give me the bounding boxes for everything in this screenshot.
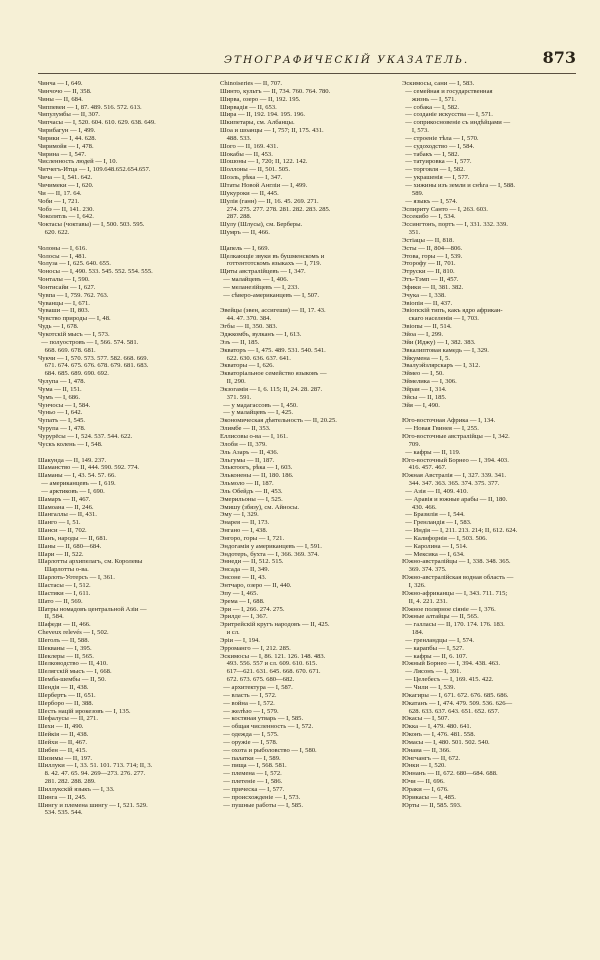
index-entry: — строеніе тѣла — I, 570. — [402, 134, 479, 142]
index-entry: Чурурёсы — I, 524. 537. 544. 622. — [38, 432, 133, 440]
index-entry: Эчука — I, 338. — [402, 291, 446, 299]
index-entry: Энтчаро, озеро — II, 440. — [220, 582, 292, 589]
index-entry: — меланезійцевъ — I, 233. — [220, 283, 300, 291]
index-entry: II, 4. 221. 231. — [402, 597, 448, 605]
index-entry: Эстіацы — II, 818. — [402, 236, 454, 244]
index-entry: 8. 42. 47. 65. 94. 269—273. 276. 277. — [38, 770, 146, 778]
index-entry: Шулія (ганн) — II, 16. 45. 269. 271. — [220, 197, 319, 205]
index-entry: Этова, горы — I, 539. — [402, 252, 463, 260]
index-entry: Юкатанъ — I, 474. 479. 509. 536. 626— — [402, 699, 513, 707]
index-entry: Шари — II, 522. — [38, 550, 84, 558]
index-entry: Чи — II, 17. 64. — [38, 189, 82, 197]
index-entry: — прическа — I, 577. — [220, 785, 285, 793]
section-gap — [220, 237, 390, 245]
index-entry: Численность людей — I, 10. — [38, 158, 118, 166]
index-entry: Шаманство — II, 444. 590. 592. 774. — [38, 464, 140, 472]
index-entry: Этруски — II, 810. — [402, 268, 455, 276]
index-entry: — созданіе искусства — I, 571. — [402, 111, 493, 119]
index-entry: Щиты австралійцевъ — I, 347. — [220, 268, 306, 276]
index-entry: Шарлотты архипелагъ, см. Королевы — [38, 558, 143, 566]
index-entry: Юкка — I, 479. 480. 641. — [402, 723, 472, 731]
index-entry: 534. 535. 544. — [38, 809, 83, 817]
index-entry: Ширвадія — II, 653. — [220, 103, 277, 111]
index-entry: Шакунда — II, 149. 237. — [38, 456, 107, 464]
index-entry: Эторофу — II, 701. — [402, 260, 456, 268]
index-entry: Шанго — I, 51. — [38, 519, 81, 527]
index-entry: Эвіопы — II, 514. — [402, 323, 452, 331]
index-entry: Эль Обейдъ — II, 453. — [220, 487, 283, 495]
index-entry: Элоби — II, 379. — [220, 440, 267, 448]
index-entry: Чинча — I, 649. — [38, 80, 83, 87]
index-entry: Шира — II, 192. 194. 195. 196. — [220, 111, 306, 119]
index-entry: Эйкумена — I, 5. — [402, 354, 451, 362]
index-entry: — полуостровъ — I, 566. 574. 581. — [38, 338, 139, 346]
index-entry: Шерборо — II, 388. — [38, 699, 94, 707]
index-entry: — судоходство — I, 584. — [402, 142, 475, 150]
index-entry: 622. 630. 636. 637. 641. — [220, 354, 291, 362]
index-entry: Шокабы — II, 453. — [220, 150, 273, 158]
index-entry: — Целебесъ — I, 169. 415. 422. — [402, 676, 494, 684]
index-entry: Чурупа — I, 478. — [38, 425, 86, 433]
index-entry: Чукчи — I, 570. 573. 577. 582. 668. 669. — [38, 354, 149, 362]
index-entry: Щапель — I, 669. — [220, 244, 270, 252]
page-number: 873 — [542, 48, 576, 67]
index-entry: Эйоа — I, 299. — [402, 331, 444, 338]
index-entry: Шейкія — II, 438. — [38, 731, 89, 739]
index-entry: Юконъ — I, 476. 481. 558. — [402, 731, 476, 739]
index-entry: — карапбы — I, 527. — [402, 644, 464, 652]
index-entry: Чича — I, 541. 642. — [38, 174, 93, 182]
index-entry: скаго населенія — I, 703. — [402, 315, 479, 323]
index-entry: — оружіе — I, 578. — [220, 738, 278, 746]
index-entry: Юраки — I, 676. — [402, 785, 449, 793]
index-entry: — Лясонъ — I, 391. — [402, 668, 462, 676]
section-gap — [220, 300, 390, 308]
index-entry: Чоктасы (чоктавы) — I, 500. 503. 595. — [38, 221, 145, 229]
index-entry: 416. 457. 467. — [402, 464, 447, 472]
section-gap — [402, 409, 572, 417]
index-entry: Ючи — II, 696. — [402, 778, 445, 786]
index-entry: Чоносы — I, 490. 533. 545. 552. 554. 555. — [38, 268, 153, 276]
index-entry: Южная Австралія — I, 327. 339. 341. — [402, 472, 507, 480]
index-entry: 684. 685. 689. 690. 692. — [38, 370, 109, 378]
index-entry: — кафры — II, 119. — [402, 448, 461, 456]
index-entry: Cheveux relevés — I, 502. — [38, 629, 109, 637]
index-entry: Эри — I, 266. 274. 275. — [220, 605, 285, 613]
index-entry: — Бразилія — I, 544. — [402, 511, 465, 519]
index-entry: Эрилде — I, 367. — [220, 613, 268, 621]
index-entry: 430. 466. — [402, 503, 437, 511]
index-entry: I, 326. — [402, 582, 426, 589]
index-entry: Еллисовы о-ва — I, 161. — [220, 432, 288, 440]
index-entry: Эджкомбъ, вулканъ — I, 613. — [220, 331, 302, 338]
index-entry: 351. — [402, 229, 421, 237]
index-entry: Чуванцы — I, 671. — [38, 299, 90, 307]
index-entry: Шафеди — II, 466. — [38, 621, 91, 629]
index-entry: Эндотеръ, бухта — I, 366. 369. 374. — [220, 550, 319, 558]
index-entry: Шефалусы — II, 271. — [38, 715, 98, 723]
index-entry: Эзъ — II, 185. — [220, 338, 260, 346]
index-entry: Чускъ колень — I, 548. — [38, 440, 103, 448]
index-entry: — кафры — II, 6. 107. — [402, 652, 468, 660]
index-entry: Шесть націй ирокезовъ — I, 135. — [38, 707, 131, 715]
index-entry: Эйя — I, 490. — [402, 401, 440, 409]
index-entry: Экваторіальное семейство языковъ — — [220, 370, 327, 378]
index-entry: — пища — I, 568. 581. — [220, 762, 287, 770]
index-entry: Эритрейскій кругъ народовъ — II, 425. — [220, 621, 330, 629]
index-entry: Шарлоть-Уотерсъ — I, 361. — [38, 574, 115, 582]
index-entry: — собака — I, 582. — [402, 103, 459, 111]
index-entry: — табакъ — I, 582. — [402, 150, 460, 158]
index-entry: Чонталы — I, 590. — [38, 276, 90, 284]
index-entry: 184. — [402, 629, 424, 637]
index-entry: Эрема — I, 688. — [220, 597, 265, 605]
index-entry: Эльмоло — II, 187. — [220, 480, 274, 488]
index-entry: Чиппевеи — I, 87. 489. 516. 572. 613. — [38, 103, 142, 111]
index-entry: Чупатъ — I, 545. — [38, 417, 86, 425]
index-entry: Чичимеки — I, 620. — [38, 181, 94, 189]
index-entry: Эвейцы (эвен, ассигеши) — II, 17. 43. — [220, 307, 326, 315]
index-entry: — хижины изъ земли и снѣга — I, 588. — [402, 181, 516, 189]
index-entry: — желѣзо — I, 579. — [220, 707, 279, 715]
index-entry: Чобэ — II, 141. 230. — [38, 205, 95, 213]
index-entry: Чонтисайи — I, 627. — [38, 283, 96, 291]
section-gap — [38, 449, 208, 457]
index-entry: 617—621. 631. 645. 668. 670. 671. — [220, 668, 321, 676]
index-entry: Читчегъ-Итца — I, 109.648.652.654.657. — [38, 166, 151, 174]
index-entry: Эмерильоны — I, 525. — [220, 495, 283, 503]
index-entry: Энгоро, горы — I, 721. — [220, 534, 285, 542]
index-entry: Эймелика — I, 306. — [402, 378, 457, 386]
index-entry: готтентотскомъ языкахъ — I, 719. — [220, 260, 322, 268]
index-entry: 672. 673. 675. 680—682. — [220, 676, 295, 684]
index-entry: Шендія — II, 438. — [38, 683, 89, 691]
index-entry: Эріи — I, 194. — [220, 636, 260, 644]
index-entry: Южно-африканцы — I, 343. 711. 715; — [402, 589, 508, 597]
index-entry: Экваторъ — I, 475. 489. 531. 540. 541. — [220, 346, 326, 354]
index-entry: Шемба-шембы — II, 50. — [38, 676, 107, 684]
index-entry: Чувство природы — I, 48. — [38, 315, 111, 323]
index-entry: Шекваны — I, 395. — [38, 644, 92, 652]
section-gap — [38, 237, 208, 245]
index-entry: — костяная утварь — I, 585. — [220, 715, 304, 723]
index-entry: — архитектура — I, 587. — [220, 683, 293, 691]
index-entry: Шарлотты о-ва. — [38, 566, 89, 574]
index-entry: 628. 633. 637. 643. 651. 652. 657. — [402, 707, 500, 715]
index-entry: — семейная и государственная — [402, 87, 493, 95]
index-entry: Южное полярное сіяніе — I, 376. — [402, 605, 496, 613]
index-entry: Юмасы — I, 480. 501. 502. 540. — [402, 738, 490, 746]
index-entry: Энсада — II, 349. — [220, 566, 270, 574]
index-entry: — Индія — I, 211. 213. 214; II, 612. 624. — [402, 527, 518, 535]
index-entry: Юго-восточные австралійцы — I, 342. — [402, 432, 510, 440]
index-entry: Шаны — II, 680—684. — [38, 542, 102, 550]
index-entry: жизнь — I, 571. — [402, 95, 457, 103]
index-column-2 — [220, 80, 390, 809]
index-entry: Чукотскій мысъ — I, 573. — [38, 331, 110, 338]
index-entry: Шербертъ — II, 651. — [38, 691, 96, 699]
index-entry: — у малайцевъ — I, 425. — [220, 409, 294, 417]
index-entry: и сл. — [220, 629, 240, 637]
index-entry: 671. 674. 675. 676. 678. 679. 681. 683. — [38, 362, 149, 370]
index-entry: Юрикасы — I, 485. — [402, 793, 456, 801]
index-entry: Чинчочо — II, 358. — [38, 87, 92, 95]
index-entry: Шангаллы — II, 431. — [38, 511, 97, 519]
index-entry: Эскимосы — I, 86. 121. 126. 148. 483. — [220, 652, 326, 660]
index-entry: Чолосы — I, 481. — [38, 252, 87, 260]
index-entry: Эльконены — II, 180. 186. — [220, 472, 294, 480]
index-entry: Эйраи — I, 314. — [402, 385, 447, 393]
index-entry: Чоби — I, 721. — [38, 197, 80, 205]
index-entry: — племена — I, 572. — [220, 770, 282, 778]
index-entry: Чудь — I, 678. — [38, 323, 79, 331]
index-entry: Шелководство — II, 410. — [38, 660, 108, 668]
index-entry: Чипчасы — I, 520. 604. 610. 629. 638. 649. — [38, 119, 156, 127]
index-entry: — Каролина — I, 514. — [402, 542, 468, 550]
index-entry: Шибен — II, 415. — [38, 746, 88, 754]
index-entry: Экономическая дѣятельность — II, 20.25. — [220, 417, 337, 425]
index-entry: Чирики — I, 44. 628. — [38, 134, 97, 142]
index-entry: Этъ-Тэмп — II, 457. — [402, 276, 459, 284]
index-entry: Чуньо — I, 642. — [38, 409, 83, 417]
index-entry: 668. 669. 678. 681. — [38, 346, 96, 354]
index-entry: Эспириту Санто — I, 263. 603. — [402, 205, 488, 213]
index-entry: Юго-восточная Африка — I, 134. — [402, 417, 496, 425]
index-entry: Шастасы — I, 512. — [38, 582, 91, 589]
index-entry: Шингу и племена шингу — I, 521. 529. — [38, 801, 148, 809]
index-entry: II, 290. — [220, 378, 246, 386]
index-entry: — арктиковъ — I, 690. — [38, 487, 105, 495]
index-entry: — американцевъ — I, 619. — [38, 480, 116, 488]
index-entry: Штаты Новой Англіи — I, 499. — [220, 181, 308, 189]
index-entry: Чоколятль — I, 642. — [38, 213, 94, 221]
index-entry: — пушные работы — I, 585. — [220, 801, 303, 809]
index-entry: — одежда — I, 575. — [220, 731, 279, 739]
index-entry: Экзогамія — I, 6. 115; II, 24. 28. 287. — [220, 385, 323, 393]
index-entry: Шизимы — II, 197. — [38, 754, 93, 762]
index-entry: Эгбы — II, 350. 383. — [220, 323, 278, 331]
index-entry: Чирибагун — I, 499. — [38, 127, 96, 135]
index-entry: Шанси — II, 702. — [38, 527, 87, 535]
index-entry: 274. 275. 277. 278. 281. 282. 283. 285. — [220, 205, 331, 213]
index-entry: Эссекибо — I, 534. — [402, 213, 456, 221]
index-column-3 — [402, 80, 572, 809]
index-entry: 344. 347. 363. 365. 374. 375. 377. — [402, 480, 500, 488]
index-entry: Шейхи — II, 467. — [38, 738, 88, 746]
index-entry: Шехи — II, 490. — [38, 723, 84, 731]
index-entry: Шамаръ — II, 467. — [38, 495, 91, 503]
index-entry: Чуваши — II, 803. — [38, 307, 90, 315]
index-entry: Ширва, озеро — II, 192. 195. — [220, 95, 301, 103]
index-entry: — Новая Гвинея — I, 255. — [402, 425, 479, 433]
index-entry: Шелягскій мысъ — I, 668. — [38, 668, 112, 676]
index-entry: — торговля — I, 582. — [402, 166, 466, 174]
index-entry: Шеголъ — II, 588. — [38, 636, 90, 644]
index-entry: — охота и рыболовство — I, 580. — [220, 746, 317, 754]
index-entry: Эскимосы, сани — I, 583. — [402, 80, 475, 87]
index-entry: — Мексика — I, 634. — [402, 550, 465, 558]
index-entry: Юннанъ — II, 672. 680—684. 688. — [402, 770, 498, 778]
index-entry: — происхожденіе — I, 573. — [220, 793, 301, 801]
index-entry: 281. 282. 288. 289. — [38, 778, 96, 786]
index-entry: Шаманы — I, 43. 54. 57. 66. — [38, 472, 116, 480]
index-entry: Эму — I, 329. — [220, 511, 259, 519]
index-entry: II, 584. — [38, 613, 64, 621]
index-entry: Эсты — II, 804—806. — [402, 244, 463, 252]
index-entry: Шинга — II, 245. — [38, 793, 87, 801]
index-entry: — Гренландія — I, 583. — [402, 519, 472, 527]
index-entry: — Калифорнія — I, 503. 506. — [402, 534, 488, 542]
index-entry: Эльгумы — II, 187. — [220, 456, 275, 464]
index-entry: Щелкающіе звуки въ бушменскомъ и — [220, 252, 325, 260]
index-entry: Чума — II, 151. — [38, 385, 82, 393]
index-entry: Шато — II, 569. — [38, 597, 83, 605]
index-entry: Шанъ, народы — II, 681. — [38, 534, 108, 542]
index-entry: Элимбе — II, 353. — [220, 425, 271, 433]
index-entry: 488. 533. — [220, 134, 252, 142]
index-entry: 589. — [402, 189, 424, 197]
index-entry: Энгано — I, 438. — [220, 527, 268, 535]
index-entry: — плетеніе — I, 586. — [220, 778, 283, 786]
index-entry: Шукуроки — II, 445. — [220, 189, 279, 197]
index-entry: Шинто, культъ — II, 734. 760. 764. 780. — [220, 87, 331, 95]
index-entry: Эвалуэйзлярскаръ — I, 312. — [402, 362, 481, 370]
index-entry: — галласы — II, 170. 174. 176. 183. — [402, 621, 505, 629]
index-entry: Эннеди — II, 512. 515. — [220, 558, 284, 566]
index-entry: Шого — II, 169. 431. — [220, 142, 279, 150]
index-entry: 287. 288. — [220, 213, 252, 221]
page-header — [34, 48, 576, 70]
index-entry: Эмишу (збязу), см. Айносы. — [220, 503, 300, 511]
index-entry: — Азія — II, 409. 410. — [402, 487, 469, 495]
index-entry: Шумръ — II, 466. — [220, 229, 270, 237]
index-entry: Эвіопскій типъ, какъ ядро африкан- — [402, 307, 503, 315]
index-entry: Шоллоны — II, 501. 505. — [220, 166, 291, 174]
index-entry: Эрромангo — I, 212. 285. — [220, 644, 291, 652]
index-entry: Шиллукскій языкъ — I, 33. — [38, 785, 115, 793]
index-entry: 371. 591. — [220, 393, 252, 401]
index-entry: Чулупа — I, 478. — [38, 378, 86, 386]
index-entry: Чолоны — I, 616. — [38, 244, 87, 252]
index-entry: Эйсы — II, 185. — [402, 393, 447, 401]
index-entry: — у мадагассовъ — I, 450. — [220, 401, 298, 409]
index-entry: — Аравія и южные арабы — II, 180. — [402, 495, 508, 503]
index-entry: Юнаиа — II, 366. — [402, 746, 451, 754]
index-entry: Юнки — I, 520. — [402, 762, 446, 770]
index-entry: — соприкосновеніе съ индѣйцами — — [402, 119, 511, 127]
index-entry: Южный Борнео — I, 394. 438. 463. — [402, 660, 500, 668]
index-entry: Эпу — I, 465. — [220, 589, 259, 597]
index-entry: — сѣверо-американцевъ — I, 507. — [220, 291, 319, 299]
index-entry: Эссингтонъ, портъ — I, 331. 332. 339. — [402, 221, 508, 229]
index-entry: Шиллуки — I, 33. 51. 101. 713. 714; II, 3. — [38, 762, 153, 770]
running-title: ЭТНОГРАФИЧЕСКІЙ УКАЗАТЕЛЬ. — [224, 54, 470, 66]
index-entry: Эвкалиптовая камедь — I, 329. — [402, 346, 489, 354]
index-entry: Чумъ — I, 686. — [38, 393, 80, 401]
index-entry: Шеклеры — II, 565. — [38, 652, 94, 660]
index-entry: Шулу (Шлусы), см. Берберы. — [220, 221, 303, 229]
index-entry: Шоэль, рѣка — I, 347. — [220, 174, 283, 182]
index-entry: Юнгчангъ — II, 672. — [402, 754, 461, 762]
index-entry: Шастики — I, 611. — [38, 589, 91, 597]
index-entry: Южно-австралійская водная область — — [402, 574, 514, 582]
index-entry: Энарея — II, 173. — [220, 519, 270, 527]
index-entry: Чунчосы — I, 584. — [38, 401, 91, 409]
index-entry: Энсоне — II, 43. — [220, 574, 267, 582]
index-column-1 — [38, 80, 208, 817]
index-entry: — палатки — I, 589. — [220, 754, 281, 762]
index-entry: Шкипетары, см. Албанцы. — [220, 119, 295, 127]
index-entry: Эфики — II, 381. 382. — [402, 283, 464, 291]
index-entry: 709. — [402, 440, 421, 448]
index-entry: Юрты — II, 585. 593. — [402, 801, 462, 809]
index-entry: Южно-австралійцы — I, 338. 348. 365. — [402, 558, 511, 566]
index-entry: Эймео — I, 50. — [402, 370, 444, 378]
index-entry: — языкъ — I, 574. — [402, 197, 458, 205]
index-entry: 44. 47. 370. 384. — [220, 315, 272, 323]
index-entry: — малайцевъ — I, 406. — [220, 276, 289, 284]
index-entry: — власть — I, 572. — [220, 691, 277, 699]
index-entry: Юго-восточный Борнео — I, 394. 403. — [402, 456, 509, 464]
index-entry: Эль Азаръ — II, 436. — [220, 448, 279, 456]
index-entry: Чиримойя — I, 478. — [38, 142, 94, 150]
index-entry: Юкагиры — I, 671. 672. 676. 685. 686. — [402, 691, 509, 699]
index-entry: Эндогамія у американцевъ — I, 591. — [220, 542, 322, 550]
index-entry: Шатры номадовъ центральной Азіи — — [38, 605, 147, 613]
index-entry: Юкасы — I, 507. — [402, 715, 450, 723]
index-entry: — общая численность — I, 572. — [220, 723, 314, 731]
index-entry: Chinoiseries — II, 707. — [220, 80, 283, 87]
index-entry: Чипулумбы — II, 307. — [38, 111, 100, 119]
index-entry: I, 573. — [402, 127, 429, 135]
index-entry: Чины — II, 684. — [38, 95, 83, 103]
index-entry: Эйи (Иджу) — I, 382. 383. — [402, 338, 476, 346]
index-entry: Чолуза — I, 625. 640. 655. — [38, 260, 111, 268]
index-entry: — украшенія — I, 577. — [402, 174, 470, 182]
index-entry: Чувпа — I, 759. 762. 763. — [38, 291, 109, 299]
index-entry: Шошоны — I, 720; II, 122. 142. — [220, 158, 308, 166]
index-entry: — Чили — I, 539. — [402, 683, 456, 691]
index-entry: 493. 556. 557 и сл. 609. 610. 615. — [220, 660, 318, 668]
index-entry: Экваторы — I, 626. — [220, 362, 275, 370]
index-entry: — гренландцы — I, 574. — [402, 636, 474, 644]
index-entry: Эльктоогъ, рѣка — I, 603. — [220, 464, 293, 472]
index-entry: Южные алтайцы — II, 565. — [402, 613, 479, 621]
index-entry: 369. 374. 375. — [402, 566, 447, 574]
index-entry: — татуировка — I, 577. — [402, 158, 472, 166]
index-entry: Чирина — I, 547. — [38, 150, 87, 158]
index-entry: Шоа и шоанцы — I, 757; II, 175. 431. — [220, 127, 324, 135]
header-rule — [38, 73, 576, 74]
index-entry: Шамоана — II, 246. — [38, 503, 94, 511]
index-entry: Эвіопія — II, 437. — [402, 299, 453, 307]
index-entry: — война — I, 572. — [220, 699, 275, 707]
index-entry: 620. 622. — [38, 229, 70, 237]
